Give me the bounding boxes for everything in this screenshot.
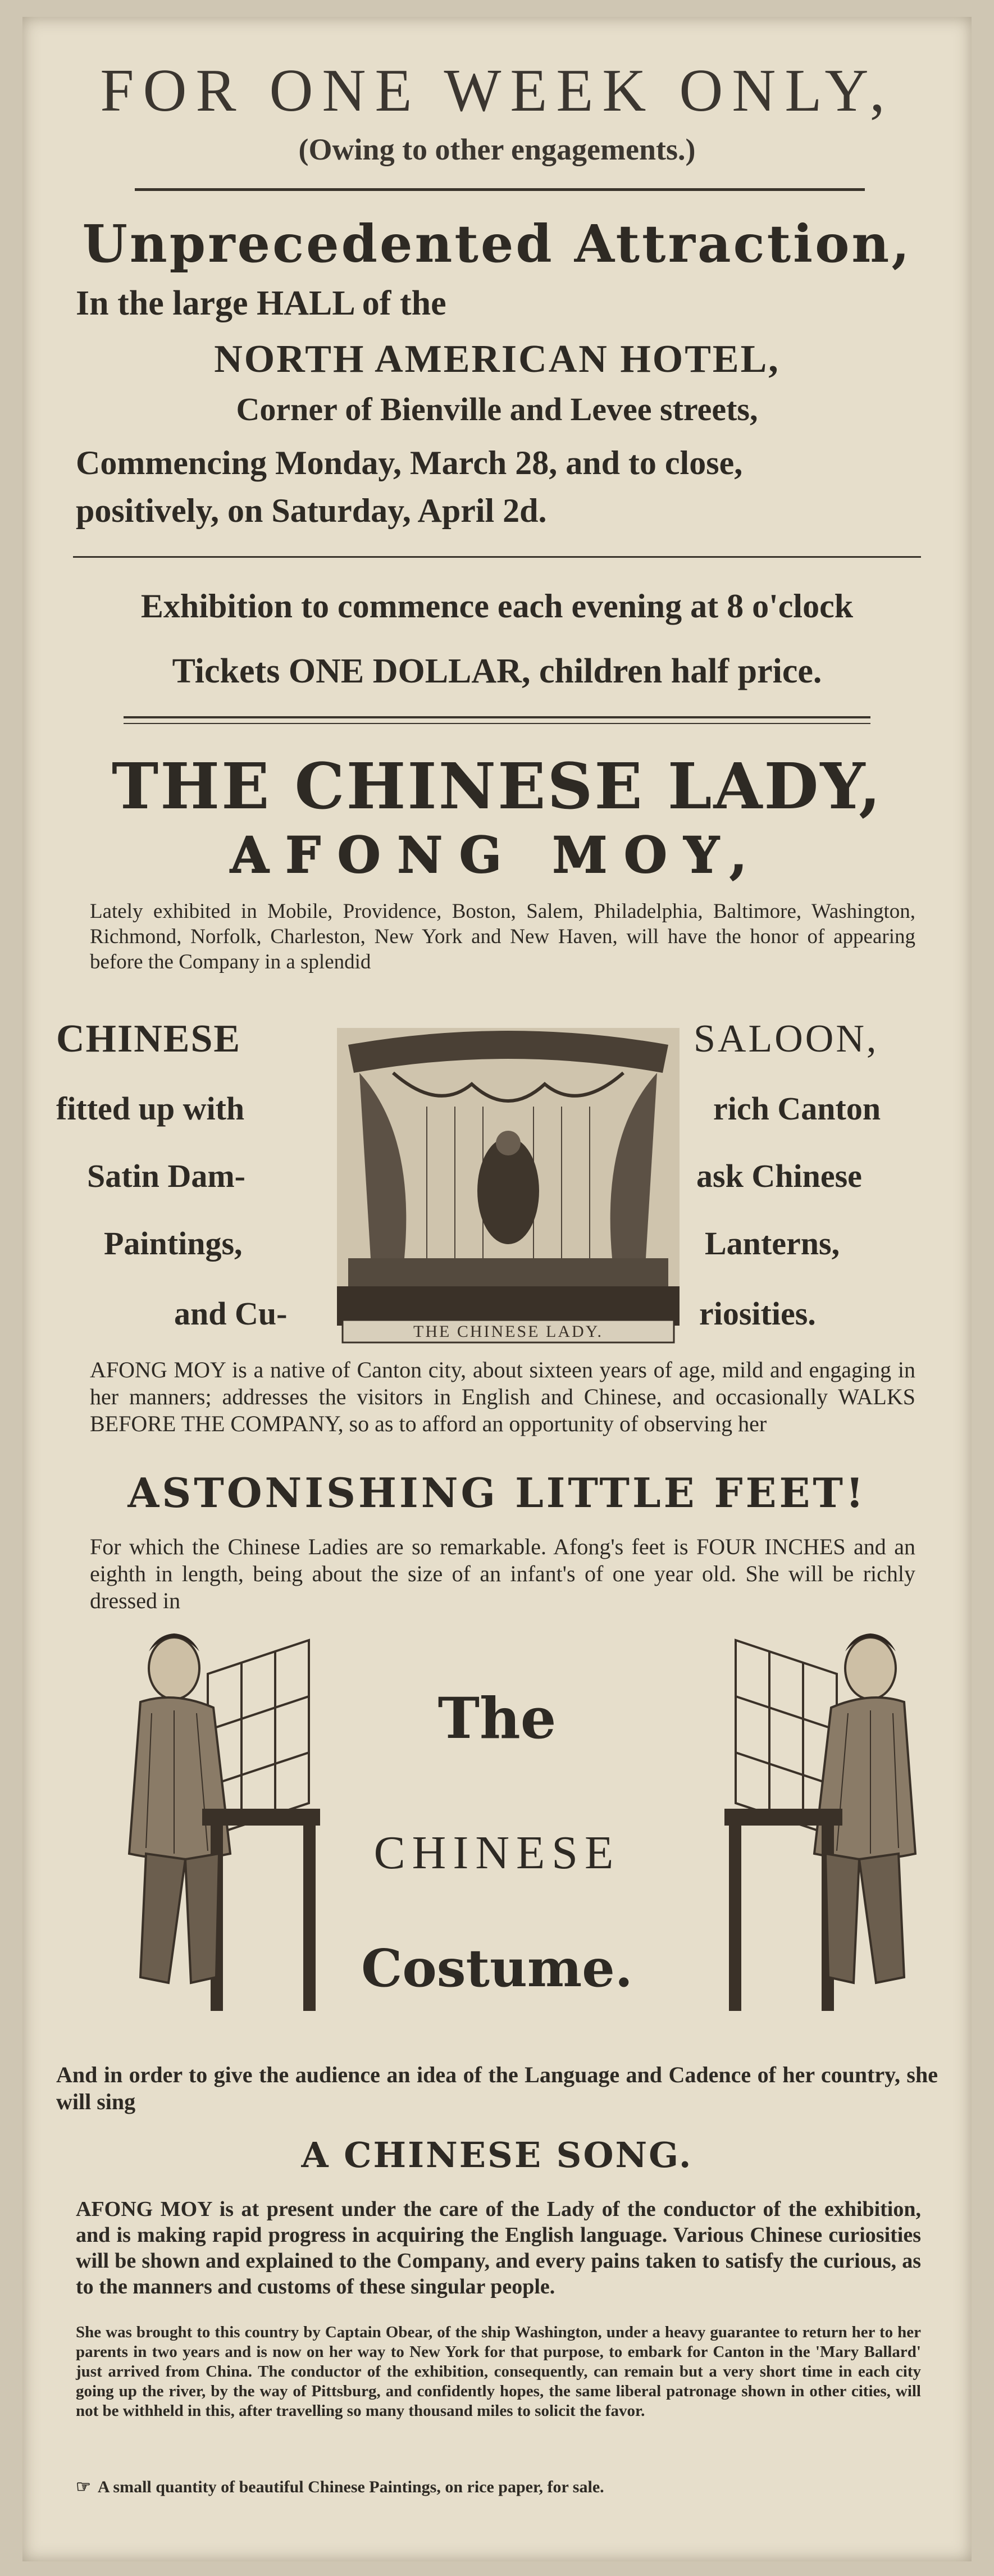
saloon-right-3: ask Chinese — [696, 1158, 862, 1194]
saloon-right-5: riosities. — [699, 1295, 816, 1332]
hotel-name: NORTH AMERICAN HOTEL, — [214, 338, 780, 381]
footnote — [76, 2477, 604, 2497]
native-paragraph: AFONG MOY is a native of Canton city, about sixteen years of age, mild and engaging in her manners; addresses the visitors in English and Chinese, and occasionally WALKS BEFORE THE COMPANY, so as to afford an opportunity of observing her — [90, 1357, 915, 1436]
poster-sheet — [22, 17, 972, 2561]
subheadline: (Owing to other engagements.) — [298, 133, 696, 166]
saloon-left-4: Paintings, — [104, 1225, 243, 1262]
costume-word: Costume. — [361, 1938, 633, 1999]
dates-line-1: Commencing Monday, March 28, and to close, — [76, 444, 743, 481]
saloon-right-2: rich Canton — [713, 1090, 881, 1127]
song-heading: A CHINESE SONG. — [301, 2134, 693, 2176]
saloon-left-2: fitted up with — [56, 1090, 245, 1127]
tickets-children: , children half price. — [521, 652, 822, 690]
intro-paragraph: Lately exhibited in Mobile, Providence, Boston, Salem, Philadelphia, Baltimore, Washington, Richmond, Norfolk, Charleston, New York and New Haven, will have the honor of appearing before the Company in a splendid — [90, 900, 915, 973]
engraving-caption: THE CHINESE LADY. — [413, 1322, 603, 1341]
tickets-price: ONE DOLLAR — [288, 652, 522, 690]
saloon-left-5: and Cu- — [174, 1295, 288, 1332]
feet-heading: ASTONISHING LITTLE FEET! — [127, 1469, 867, 1517]
saloon-right-4: Lanterns, — [705, 1225, 840, 1262]
divider-3 — [124, 716, 870, 724]
brought-paragraph: She was brought to this country by Captain Obear, of the ship Washington, under a heavy guarantee to return her to her parents in two years and is now on her way to New York for that purpose, to embark for Canton in the 'Mary Ballard' just arrived from China. The conductor of the exhibition, consequently, can remain but a very short time in each city going up the river, by the way of Pittsburg, and confidently hopes, the same liberal patronage shown in other cities, will not be withheld in this, after travelling so many thousand miles to solicit the favor. — [76, 2323, 921, 2420]
costume-the: The — [437, 1685, 557, 1751]
exhibition-time: Exhibition to commence each evening at 8 o'clock — [140, 588, 854, 625]
saloon-left-3: Satin Dam- — [87, 1158, 245, 1194]
care-paragraph: AFONG MOY is at present under the care of the Lady of the conductor of the exhibition, and is making rapid progress in acquiring the English language. Various Chinese curiosities will be shown and explained to the Company, and every pains taken to satisfy the curious, as to the manners and customs of these singular people. — [76, 2197, 921, 2299]
headline: FOR ONE WEEK ONLY, — [100, 57, 894, 124]
pointing-hand-icon: ☞ — [76, 2478, 91, 2496]
dates-line-2: positively, on Saturday, April 2d. — [76, 492, 547, 529]
attraction-heading: Unprecedented Attraction, — [82, 213, 912, 274]
divider-top — [135, 188, 865, 191]
hall-line: In the large HALL of the — [76, 284, 446, 322]
saloon-engraving — [326, 1022, 691, 1348]
tickets-label: Tickets — [172, 652, 289, 690]
costume-chinese: CHINESE — [373, 1827, 621, 1879]
tickets-line — [22, 652, 972, 691]
title-chinese-lady: THE CHINESE LADY, — [111, 750, 883, 823]
street-corner: Corner of Bienville and Levee streets, — [236, 391, 758, 427]
language-paragraph: And in order to give the audience an idea of the Language and Cadence of her country, she will sing — [56, 2062, 938, 2114]
feet-paragraph: For which the Chinese Ladies are so remarkable. Afong's feet is FOUR INCHES and an eighth in length, being about the size of an infant's of one year old. She will be richly dressed in — [90, 1534, 915, 1613]
saloon-right-1: SALOON, — [694, 1017, 879, 1061]
name-afong-moy: AFONG MOY, — [230, 826, 764, 884]
saloon-left-1: CHINESE — [56, 1017, 241, 1061]
footnote-text: A small quantity of beautiful Chinese Paintings, on rice paper, for sale. — [97, 2478, 604, 2496]
divider-2 — [73, 556, 921, 558]
